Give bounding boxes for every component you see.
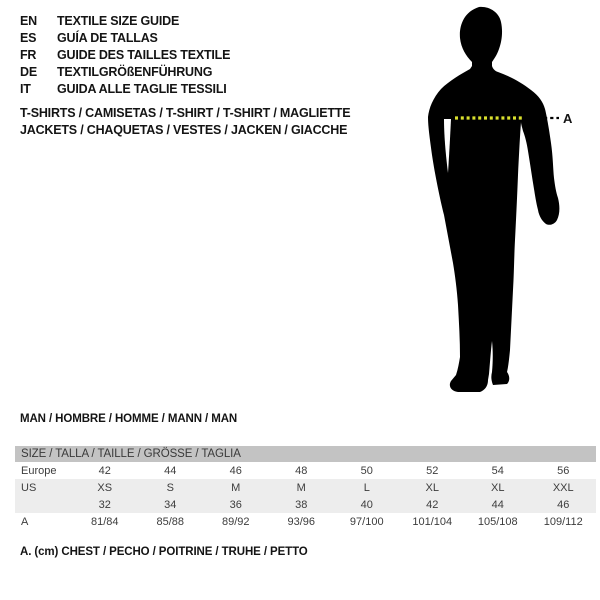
size-table-body [15, 462, 596, 530]
size-value-cell: 54 [491, 464, 504, 477]
language-code: DE [20, 64, 37, 79]
size-value-cell: 38 [295, 498, 308, 511]
language-code: IT [20, 81, 31, 96]
man-silhouette-figure [405, 5, 580, 395]
man-silhouette-body [428, 7, 559, 392]
size-value-cell: 44 [491, 498, 504, 511]
size-value-cell: 109/112 [543, 515, 583, 528]
size-value-cell: XL [491, 481, 505, 494]
size-value-cell: XXL [552, 481, 574, 494]
table-row [15, 479, 596, 496]
size-value-cell: 44 [164, 464, 177, 477]
table-row [15, 513, 596, 530]
size-table [15, 446, 596, 530]
measure-label-a: A [563, 111, 573, 126]
language-code: FR [20, 47, 37, 62]
language-label: GUÍA DE TALLAS [57, 30, 158, 45]
language-label: TEXTILE SIZE GUIDE [57, 13, 180, 28]
size-value-cell: 97/100 [349, 515, 384, 528]
row-label: US [21, 481, 37, 494]
category-jackets: JACKETS / CHAQUETAS / VESTES / JACKEN / GIACCHE [20, 123, 348, 137]
man-silhouette-svg [405, 5, 580, 395]
size-value-cell: M [296, 481, 306, 494]
size-value-cell: 50 [360, 464, 373, 477]
size-value-cell: 42 [98, 464, 111, 477]
size-value-cell: 81/84 [90, 515, 119, 528]
size-value-cell: 105/108 [477, 515, 518, 528]
size-value-cell: 101/104 [412, 515, 453, 528]
language-row [20, 12, 230, 29]
language-code: EN [20, 13, 37, 28]
language-label: GUIDA ALLE TAGLIE TESSILI [57, 81, 227, 96]
size-value-cell: 46 [557, 498, 570, 511]
size-value-cell: M [231, 481, 241, 494]
size-value-cell: 46 [229, 464, 242, 477]
language-label: GUIDE DES TAILLES TEXTILE [57, 47, 231, 62]
language-title-list [20, 12, 230, 97]
table-row [15, 462, 596, 479]
language-row [20, 63, 230, 80]
size-value-cell: 32 [98, 498, 111, 511]
size-value-cell: 52 [426, 464, 439, 477]
size-table-header: SIZE / TALLA / TAILLE / GRÖSSE / TAGLIA [15, 446, 596, 462]
size-value-cell: L [363, 481, 370, 494]
size-value-cell: XS [97, 481, 113, 494]
size-value-cell: S [166, 481, 174, 494]
size-value-cell: 40 [360, 498, 373, 511]
language-code: ES [20, 30, 37, 45]
size-value-cell: 48 [295, 464, 308, 477]
size-value-cell: 93/96 [287, 515, 316, 528]
size-value-cell: 34 [164, 498, 177, 511]
table-row [15, 496, 596, 513]
size-value-cell: 85/88 [156, 515, 185, 528]
row-label: Europe [21, 464, 57, 477]
category-tshirts: T-SHIRTS / CAMISETAS / T-SHIRT / T-SHIRT / MAGLIETTE [20, 106, 351, 120]
size-value-cell: XL [425, 481, 439, 494]
language-row [20, 46, 230, 63]
measurement-footnote: A. (cm) CHEST / PECHO / POITRINE / TRUHE / PETTO [20, 546, 308, 558]
size-value-cell: 36 [229, 498, 242, 511]
gender-heading: MAN / HOMBRE / HOMME / MANN / MAN [20, 413, 238, 425]
row-label: A [21, 515, 29, 528]
size-value-cell: 42 [426, 498, 439, 511]
size-value-cell: 56 [557, 464, 570, 477]
language-row [20, 29, 230, 46]
size-value-cell: 89/92 [221, 515, 250, 528]
language-row [20, 80, 230, 97]
language-label: TEXTILGRÖßENFÜHRUNG [57, 64, 213, 79]
